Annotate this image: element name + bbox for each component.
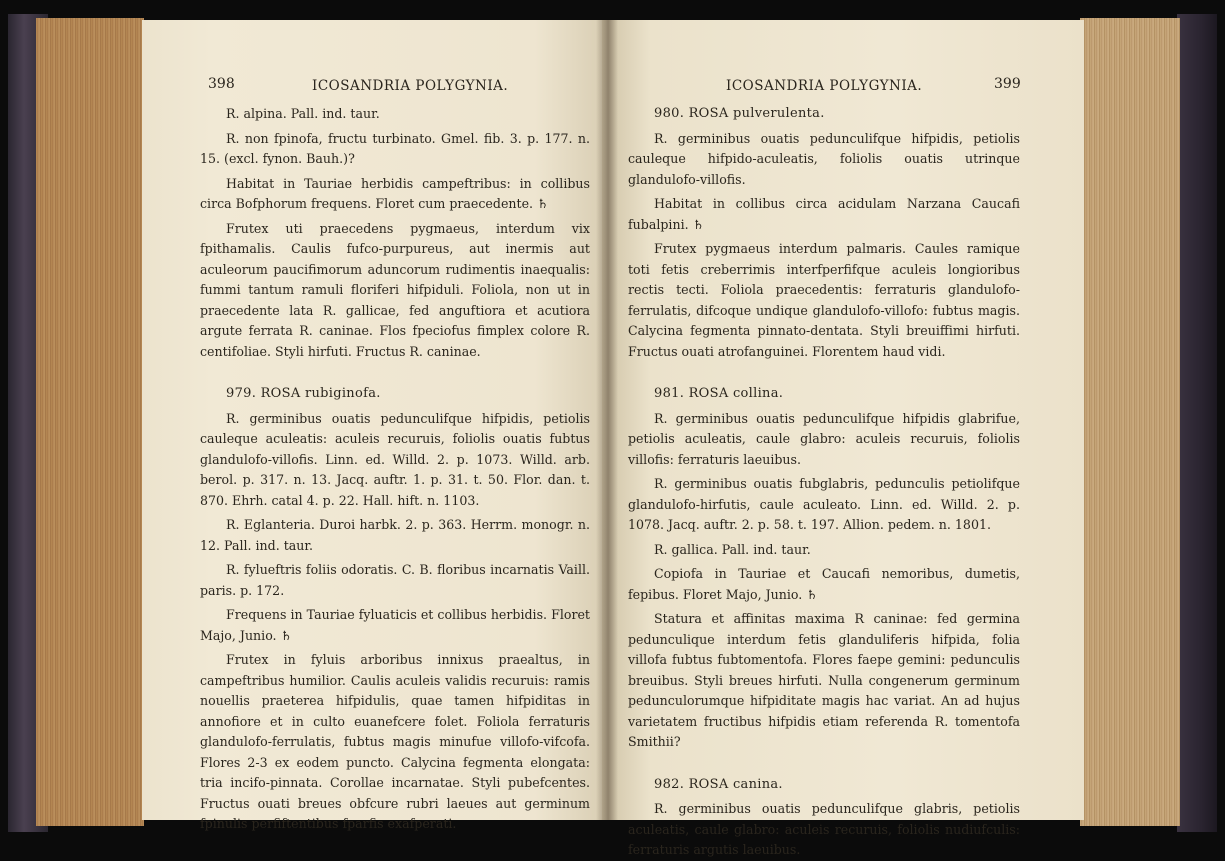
paragraph: Habitat in collibus circa acidulam Narzana Caucafi fubalpini. ♄ [628,196,1020,232]
right-page-number: 399 [994,76,1021,92]
section-heading: 981. ROSA collina. [654,386,784,401]
paragraph: R. germinibus ouatis pedunculifque hifpidis, petiolis cauleque aculeatis: aculeis recuruis, foliolis ouatis fubtus glandulofo-villofis. Linn. ed. Willd. 2. p. 1073. Willd. arb. berol. p. 317. n. 13. Jacq. auftr. 1. p. 31. t. 50. Flor. dan. t. 870. Ehrh. catal 4. p. 22. Hall. hift. n. 1103. [200,410,590,508]
paragraph: R. gallica. Pall. ind. taur. [654,541,811,557]
paragraph: R. Eglanteria. Duroi harbk. 2. p. 363. Herrm. monogr. n. 12. Pall. ind. taur. [200,517,590,553]
left-page-edges [36,18,144,826]
paragraph: R. non fpinofa, fructu turbinato. Gmel. fib. 3. p. 177. n. 15. (excl. fynon. Bauh.)? [200,130,590,166]
paragraph: Copiofa in Tauriae et Caucafi nemoribus, dumetis, fepibus. Floret Majo, Junio. ♄ [628,566,1020,602]
paragraph: Statura et affinitas maxima R caninae: fed germina pedunculique interdum fetis glanduliferis hifpida, folia villofa fubtus fubtomentofa. Flores faepe gemini: pedunculis breuibus. Styli breues hirfuti. Nulla congenerum germinum pedunculorumque hifpiditate magis hac variat. An ad hujus varietatem fructibus hifpidis etiam referenda R. tomentofa Smithii? [628,611,1020,749]
right-cover [1177,14,1217,832]
paragraph: R. germinibus ouatis fubglabris, pedunculis petiolifque glandulofo-hirfutis, caule aculeato. Linn. ed. Willd. 2. p. 1078. Jacq. auftr. 2. p. 58. t. 197. Allion. pedem. n. 1801. [628,476,1020,532]
left-page-text [200,104,590,835]
section-heading: 982. ROSA canina. [654,776,783,792]
paragraph: Frutex in fyluis arboribus innixus praealtus, in campeftribus humilior. Caulis aculeis validis recuruis: ramis nouellis praeterea hifpidulis, quae tamen hifpiditas in annofiore et in culto euanefcere folet. Foliola ferraturis glandulofo-ferrulatis, fubtus magis minufue villofo-vifcofa. Flores 2-3 ex eodem puncto. Calycina fegmenta elongata: tria incifo-pinnata. Corollae incarnatae. Styli pubefcentes. Fructus ouati breues obfcure rubri laeues aut germinum fpinulis perfiftentibus fparfis exafperati. [200,652,590,831]
paragraph: Frutex pygmaeus interdum palmaris. Caules ramique toti fetis creberrimis interfperfifque aculeis longioribus rectis tecti. Foliola praecedentis: ferraturis glandulofo-ferrulatis, difcoque undique glandulofo-villofo: fubtus magis. Calycina fegmenta pinnato-dentata. Styli breuiffimi hirfuti. Fructus ouati atrofanguinei. Florentem haud vidi. [628,241,1020,359]
paragraph: R. germinibus ouatis pedunculifque hifpidis, petiolis cauleque hifpido-aculeatis, foliolis ouatis utrinque glandulofo-villofis. [628,130,1020,187]
left-page [142,20,604,831]
right-running-header: ICOSANDRIA POLYGYNIA. [726,78,923,94]
paragraph: Frutex uti praecedens pygmaeus, interdum vix fpithamalis. Caulis fufco-purpureus, aut inermis aut aculeorum paucifimorum aduncorum rudimentis inaequalis: fummi tantum ramuli floriferi hifpiduli. Foliola, non ut in praecedente lata R. gallicae, fed anguftiora et acutiora argute ferrata R. caninae. Flos fpeciofus fimplex colore R. centifoliae. Styli hirfuti. Fructus R. caninae. [200,220,590,359]
left-running-header: ICOSANDRIA POLYGYNIA. [312,78,509,94]
left-page-number: 398 [208,76,235,92]
right-page [602,20,1084,857]
right-page-text [628,104,1020,861]
right-page-edges [1080,18,1180,826]
paragraph: R. fylueftris foliis odoratis. C. B. floribus incarnatis Vaill. paris. p. 172. [200,562,590,598]
paragraph: Habitat in Tauriae herbidis campeftribus: in collibus circa Bofphorum frequens. Floret cum praecedente. ♄ [200,175,590,211]
section-heading: 980. ROSA pulverulenta. [654,106,825,121]
section-heading: 979. ROSA rubiginofa. [226,386,381,401]
open-book [8,14,1217,857]
paragraph: R. germinibus ouatis pedunculifque glabris, petiolis aculeatis, caule glabro: aculeis recuruis, foliolis nudiufculis: ferraturis argutis laeuibus. [628,801,1020,857]
paragraph: Frequens in Tauriae fyluaticis et collibus herbidis. Floret Majo, Junio. ♄ [200,607,590,643]
book-gutter [596,20,618,820]
paragraph: R. alpina. Pall. ind. taur. [226,106,380,121]
paragraph: R. germinibus ouatis pedunculifque hifpidis glabrifue, petiolis aculeatis, caule glabro: aculeis recuruis, foliolis villofis: ferraturis laeuibus. [628,410,1020,467]
